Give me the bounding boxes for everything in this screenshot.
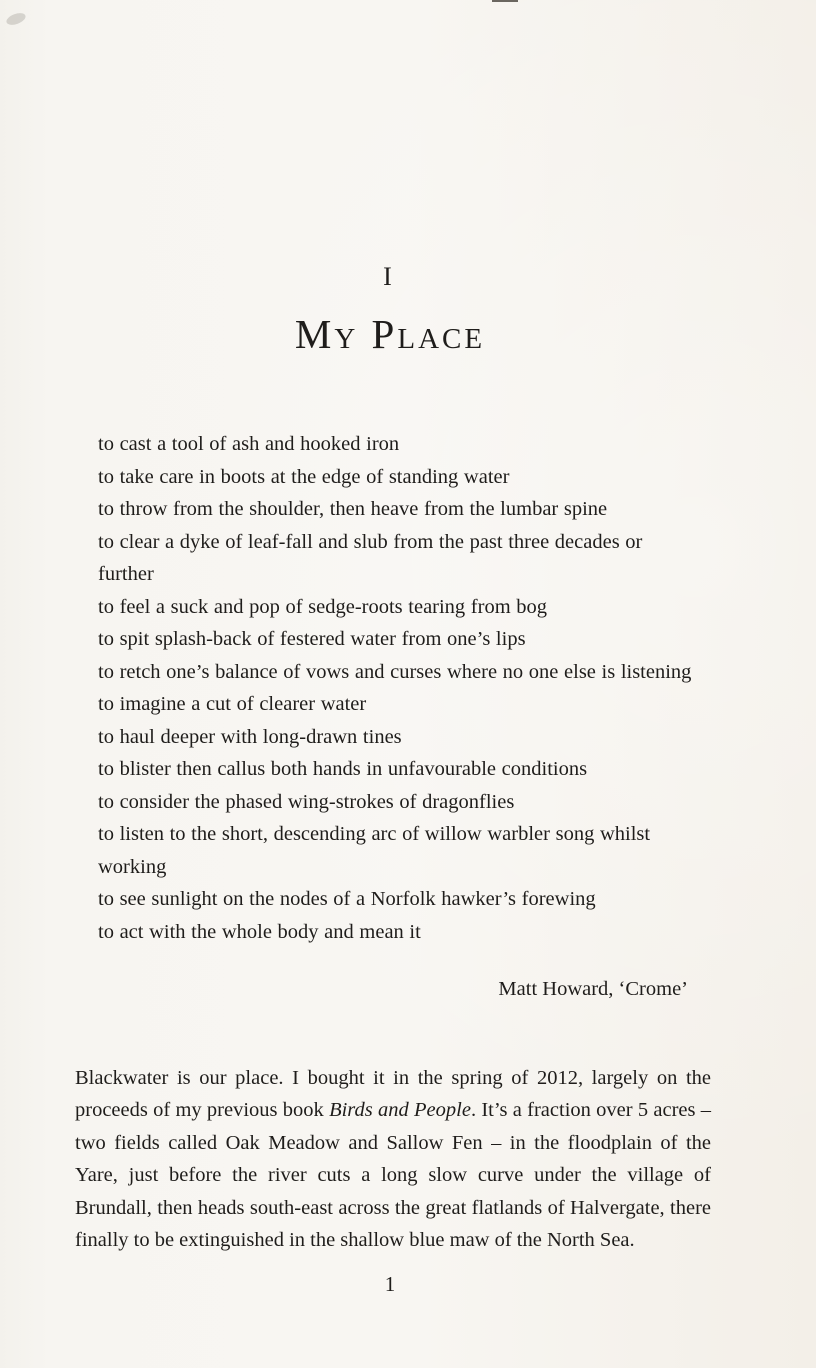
- epigraph-line: to retch one’s balance of vows and curses where no one else is listening: [98, 660, 692, 683]
- epigraph-line: to consider the phased wing-strokes of dragonflies: [98, 790, 515, 813]
- chapter-title: My Place: [294, 311, 486, 357]
- body-paragraph: [75, 1062, 711, 1258]
- epigraph-line: to throw from the shoulder, then heave from the lumbar spine: [98, 498, 608, 520]
- body-text-end: . It’s a fraction over 5 acres – two fields called Oak Meadow and Sallow Fen – in the floodplain of the Yare, just before the river cuts a long slow curve under the village of Brundall, then heads south-east across the great flatlands of Halvergate, there finally to be extinguished in the shallow blue maw of the North Sea.: [75, 1099, 711, 1252]
- epigraph-line: to feel a suck and pop of sedge-roots tearing from bog: [98, 595, 548, 618]
- epigraph-attribution: Matt Howard, ‘Crome’: [498, 978, 688, 1000]
- epigraph-line: to see sunlight on the nodes of a Norfolk hawker’s forewing: [98, 888, 596, 910]
- epigraph-poem: [98, 428, 698, 948]
- epigraph-line: to imagine a cut of clearer water: [98, 693, 367, 715]
- epigraph-line: to act with the whole body and mean it: [98, 920, 421, 943]
- epigraph-line: to haul deeper with long-drawn tines: [98, 725, 402, 748]
- epigraph-line: to blister then callus both hands in unfavourable conditions: [98, 758, 588, 780]
- page-number: 1: [384, 1272, 396, 1296]
- chapter-number: I: [383, 262, 393, 291]
- epigraph-line: to clear a dyke of leaf-fall and slub from the past three decades or further: [98, 530, 643, 585]
- page-top-mark: [492, 0, 518, 2]
- book-title: Birds and People: [329, 1099, 471, 1122]
- page-smudge: [5, 11, 27, 27]
- epigraph-line: to spit splash-back of festered water from one’s lips: [98, 628, 526, 650]
- epigraph-line: to cast a tool of ash and hooked iron: [98, 433, 400, 455]
- epigraph-line: to listen to the short, descending arc of willow warbler song whilst working: [98, 823, 651, 878]
- body-text-start: Blackwater is our place. I bought it in the spring of 2012, largely on the proceeds of my previous book: [75, 1066, 711, 1122]
- epigraph-line: to take care in boots at the edge of standing water: [98, 465, 510, 488]
